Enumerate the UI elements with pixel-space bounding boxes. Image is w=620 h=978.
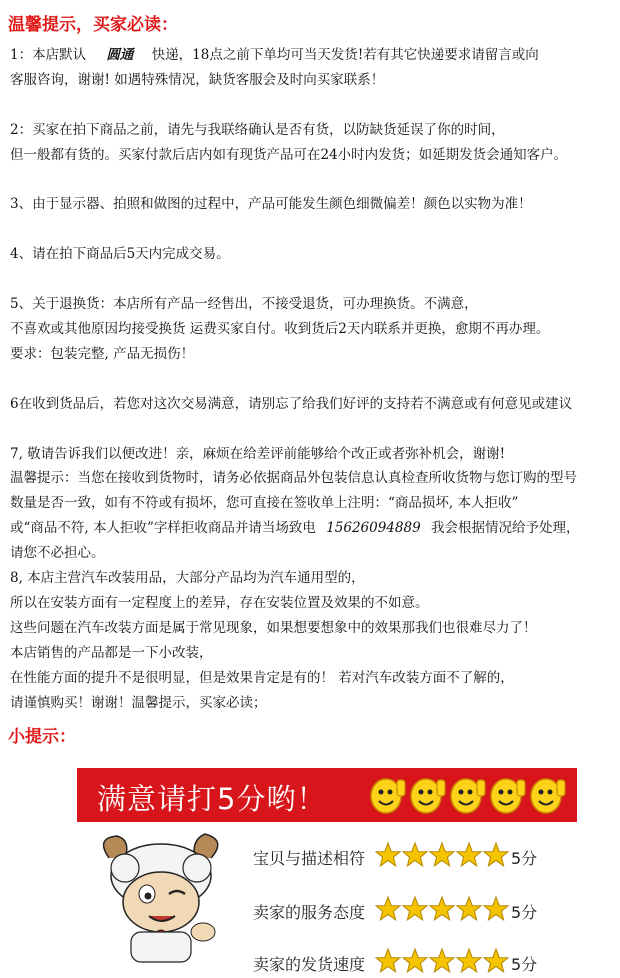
note-line-2: 客服咨询，谢谢! 如遇特殊情况，缺货客服会及时向买家联系！ (10, 72, 385, 88)
phone-number: 15626094889 (326, 520, 421, 536)
thumbs-up-smiley-icon (369, 774, 407, 816)
thumbs-up-smiley-icon (449, 774, 487, 816)
note-line-1 (10, 47, 539, 63)
rating-label: 宝贝与描述相符 (253, 849, 366, 868)
star-icon (483, 842, 509, 868)
courier-name: 圆通 (106, 47, 134, 63)
star-icon (429, 896, 455, 922)
sheep-mascot-icon (91, 828, 231, 963)
star-icon (375, 842, 401, 868)
rating-score: 5分 (511, 955, 538, 974)
note-line-16: 8, 本店主营汽车改装用品，大部分产品均为汽车通用型的， (10, 570, 365, 586)
note-line-8: 不喜欢或其他原因均接受换货 运费买家自付。收到货后2天内联系并更换，愈期不再办理。 (10, 321, 550, 337)
star-icon (375, 896, 401, 922)
rating-card (77, 768, 577, 974)
note-line-6: 4、请在拍下商品后5天内完成交易。 (10, 246, 230, 262)
rating-score: 5分 (511, 903, 538, 922)
note-line-14 (10, 520, 579, 536)
note-line-18: 这些问题在汽车改装方面是属于常见现象，如果想要想象中的效果那我们也很难尽力了！ (10, 620, 537, 636)
star-icon (375, 948, 401, 974)
star-icon (456, 948, 482, 974)
note-line-3: 2：买家在拍下商品之前，请先与我联络确认是否有货，以防缺货延误了你的时间， (10, 122, 505, 138)
rating-score: 5分 (511, 849, 538, 868)
star-icon (402, 948, 428, 974)
rating-label: 卖家的发货速度 (253, 955, 366, 974)
thumbs-up-smiley-icon (529, 774, 567, 816)
note-line-12: 温馨提示：当您在接收到货物时，请务必依据商品外包装信息认真检查所收货物与您订购的型号 (10, 470, 577, 486)
note-line-9: 要求：包装完整, 产品无损伤！ (10, 346, 195, 362)
note-line-5: 3、由于显示器、拍照和做图的过程中，产品可能发生颜色细微偏差！颜色以实物为准！ (10, 196, 532, 212)
note-text: 我会根据情况给予处理， (430, 520, 580, 536)
star-icon (402, 896, 428, 922)
thumbs-up-smiley-icon (489, 774, 527, 816)
note-line-21: 请谨慎购买！谢谢！温馨提示，买家必读； (10, 695, 267, 711)
note-line-10: 6在收到货品后，若您对这次交易满意，请别忘了给我们好评的支持若不满意或有何意见或建议 (10, 396, 573, 412)
thumbs-up-smiley-icon (409, 774, 447, 816)
note-line-7: 5、关于退换货：本店所有产品一经售出，不接受退货，可办理换货。不满意， (10, 296, 478, 312)
note-line-13: 数量是否一致，如有不符或有损坏，您可直接在签收单上注明：“商品损坏, 本人拒收” (10, 495, 519, 511)
note-line-4: 但一般都有货的。买家付款后店内如有现货产品可在24小时内发货；如延期发货会通知客户。 (10, 147, 568, 163)
star-icon (483, 948, 509, 974)
note-line-19: 本店销售的产品都是一下小改装， (10, 645, 213, 661)
note-text: 1：本店默认 (10, 47, 87, 63)
banner-title: 满意请打5分哟！ (97, 782, 327, 816)
star-icon (456, 896, 482, 922)
rating-label: 卖家的服务态度 (253, 903, 366, 922)
note-line-11: 7, 敬请告诉我们以便改进！亲，麻烦在给差评前能够给个改正或者弥补机会，谢谢! (10, 446, 506, 462)
note-text: 快递，18点之前下单均可当天发货!若有其它快递要求请留言或向 (151, 47, 539, 63)
star-icon (429, 948, 455, 974)
tips-heading: 小提示： (8, 727, 76, 747)
note-text: 或“商品不符, 本人拒收”字样拒收商品并请当场致电 (10, 520, 316, 536)
note-line-20: 在性能方面的提升不是很明显，但是效果肯定是有的！ 若对汽车改装方面不了解的， (10, 670, 514, 686)
star-icon (483, 896, 509, 922)
note-line-15: 请您不必担心。 (10, 545, 105, 561)
rating-banner (77, 768, 577, 822)
star-icon (429, 842, 455, 868)
page-title: 温馨提示，买家必读： (8, 15, 178, 35)
star-icon (456, 842, 482, 868)
note-line-17: 所以在安装方面有一定程度上的差异，存在安装位置及效果的不如意。 (10, 595, 429, 611)
star-icon (402, 842, 428, 868)
